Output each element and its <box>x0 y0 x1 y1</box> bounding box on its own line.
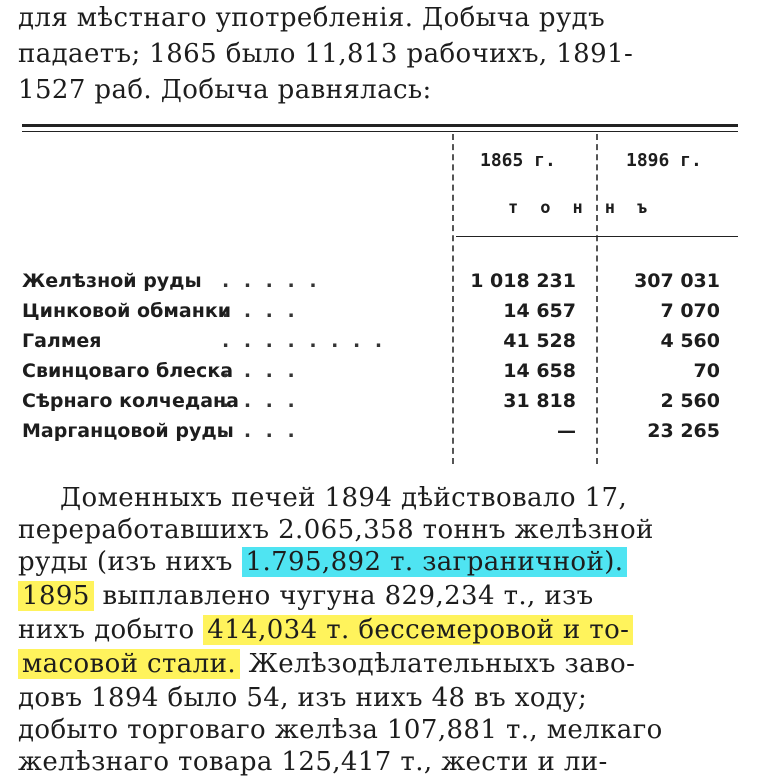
table-row <box>22 330 738 360</box>
table-top-rule-thin <box>22 131 738 132</box>
value-1865: 14 658 <box>503 360 576 382</box>
body-line-5-text: нихъ добыто <box>18 615 204 645</box>
body-line-3-text: руды (изъ нихъ <box>18 547 242 577</box>
text-line-3: 1527 раб. Добыча равнялась: <box>18 75 432 105</box>
row-leader-dots: . . . . <box>222 420 299 442</box>
highlight-year-1895: 1895 <box>18 581 94 611</box>
row-leader-dots: . . . . <box>222 390 299 412</box>
table-row <box>22 300 738 330</box>
row-leader-dots: . . . . <box>222 300 299 322</box>
row-label: Свинцоваго блеска <box>22 360 234 382</box>
highlight-bessemer-steel: 414,034 т. бессемеровой и то- <box>203 615 633 645</box>
body-line-4-text: выплавлено чугуна 829,234 т., изъ <box>93 581 594 611</box>
value-1896: 23 265 <box>647 420 720 442</box>
highlight-foreign-ore: 1.795,892 т. заграничной). <box>242 547 628 577</box>
row-label: Галмея <box>22 330 102 352</box>
value-1865: 41 528 <box>503 330 576 352</box>
table-top-rule <box>22 124 738 127</box>
row-label: Желѣзной руды <box>22 270 202 292</box>
value-1896: 70 <box>693 360 720 382</box>
row-leader-dots: . . . . . . . . <box>222 330 387 352</box>
value-1896: 307 031 <box>634 270 720 292</box>
header-divider <box>456 236 738 237</box>
row-leader-dots: . . . . <box>222 360 299 382</box>
body-line-1: Доменныхъ печей 1894 дѣйствовало 17, <box>60 483 628 513</box>
value-1896: 7 070 <box>660 300 720 322</box>
body-line-2: переработавшихъ 2.065,358 тоннъ желѣзной <box>18 515 654 545</box>
body-line-5 <box>18 614 633 646</box>
text-line-1: для мѣстнаго употребленія. Добыча рудъ <box>18 3 606 33</box>
table-row <box>22 420 738 450</box>
body-line-7: довъ 1894 было 54, изъ нихъ 48 въ ходу; <box>18 683 588 713</box>
row-label: Сѣрнаго колчедана <box>22 390 239 412</box>
value-1865: 14 657 <box>503 300 576 322</box>
table-row <box>22 360 738 390</box>
table-row <box>22 270 738 300</box>
value-1896: 2 560 <box>660 390 720 412</box>
row-label: Цинковой обманки <box>22 300 232 322</box>
table-row <box>22 390 738 420</box>
col-header-1865: 1865 г. <box>480 150 556 171</box>
unit-label: тоннъ <box>508 198 670 218</box>
text-line-2: падаетъ; 1865 было 11,813 рабочихъ, 1891- <box>18 39 634 69</box>
body-line-3 <box>18 546 627 578</box>
value-1865: — <box>557 420 576 442</box>
col-header-1896: 1896 г. <box>626 150 702 171</box>
value-1865: 31 818 <box>503 390 576 412</box>
body-line-8: добыто торговаго желѣза 107,881 т., мелкаго <box>18 715 663 745</box>
body-line-9: желѣзнаго товара 125,417 т., жести и ли- <box>18 747 608 777</box>
value-1865: 1 018 231 <box>470 270 576 292</box>
row-leader-dots: . . . . . <box>222 270 321 292</box>
body-line-4 <box>18 580 594 612</box>
body-line-6 <box>18 648 635 680</box>
body-line-6-text: Желѣзодѣлательныхъ заво- <box>239 649 636 679</box>
value-1896: 4 560 <box>660 330 720 352</box>
row-label: Марганцовой руды <box>22 420 234 442</box>
highlight-steel-end: масовой стали. <box>18 649 240 679</box>
